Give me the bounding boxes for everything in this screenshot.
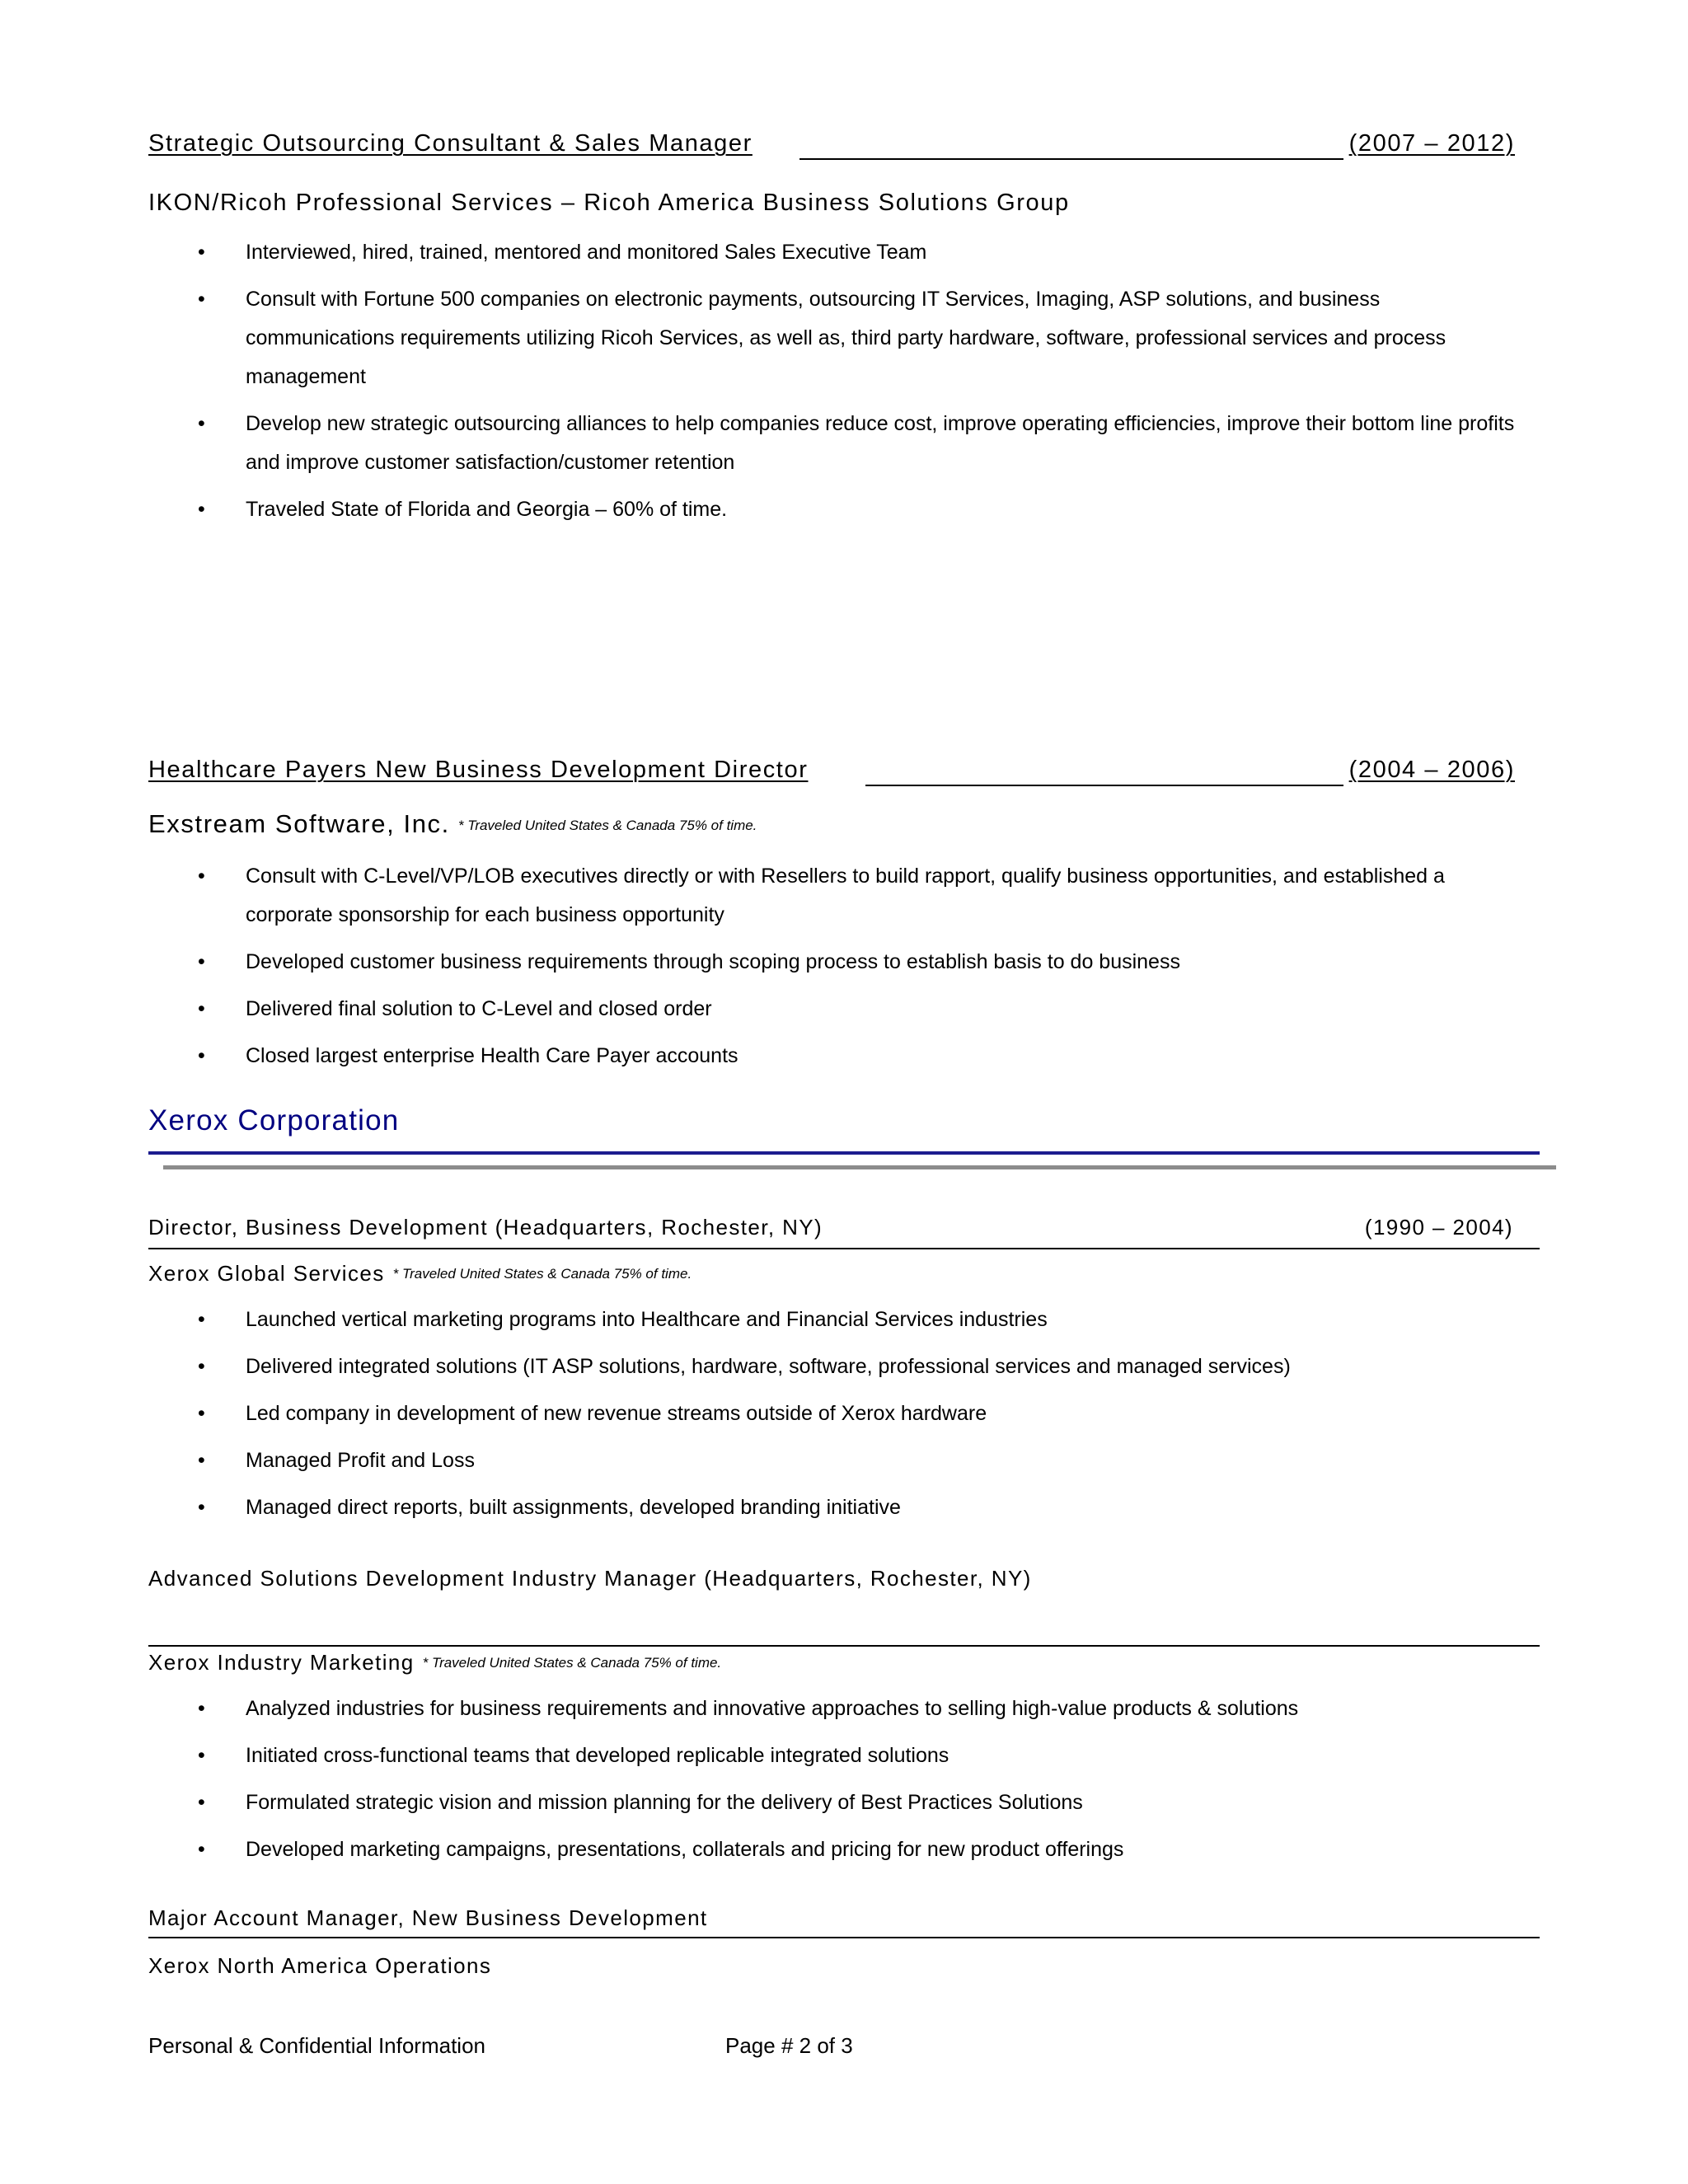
- bullet-text: Delivered final solution to C-Level and closed order: [246, 997, 712, 1020]
- bullet-icon: •: [198, 1355, 205, 1378]
- bullet-icon: •: [198, 412, 205, 435]
- section-heading-xerox: Xerox Corporation: [148, 1104, 400, 1137]
- bullet-icon: •: [198, 1744, 205, 1767]
- list-item: [148, 1301, 1533, 1339]
- role-rule: [148, 1248, 1540, 1249]
- list-item: [148, 990, 1533, 1029]
- bullet-icon: •: [198, 950, 205, 973]
- list-item: [148, 1690, 1533, 1728]
- job-dates-exstream: [804, 757, 1515, 784]
- bullet-icon: •: [198, 288, 205, 311]
- bullet-text: Develop new strategic outsourcing alliances to help companies reduce cost, improve operating efficiencies, improve their bottom line profits and improve customer satisfaction/customer retention: [246, 412, 1515, 474]
- bullet-text: Closed largest enterprise Health Care Payer accounts: [246, 1044, 738, 1067]
- bullet-text: Delivered integrated solutions (IT ASP solutions, hardware, software, professional services and managed services): [246, 1355, 1291, 1378]
- bullet-icon: •: [198, 1496, 205, 1519]
- bullet-icon: •: [198, 997, 205, 1020]
- bullet-icon: •: [198, 1044, 205, 1067]
- list-item: [148, 1394, 1533, 1433]
- list-item: [148, 280, 1533, 396]
- bullet-icon: •: [198, 1791, 205, 1814]
- role-title-advanced: Advanced Solutions Development Industry Manager (Headquarters, Rochester, NY): [148, 1566, 1032, 1591]
- bullet-text: Developed customer business requirements through scoping process to establish basis to do business: [246, 950, 1180, 973]
- list-item: [148, 1830, 1533, 1869]
- company-ricoh: IKON/Ricoh Professional Services – Ricoh America Business Solutions Group: [148, 190, 1070, 216]
- bullet-text: Interviewed, hired, trained, mentored and monitored Sales Executive Team: [246, 241, 927, 264]
- list-item: [148, 857, 1533, 935]
- role-rule: [148, 1645, 1540, 1647]
- bullet-icon: •: [198, 241, 205, 264]
- bullet-icon: •: [198, 865, 205, 888]
- role-header-major: [148, 1905, 1540, 1938]
- list-item: [148, 233, 1533, 272]
- role-header-director: [148, 1215, 1540, 1249]
- role-rule: [148, 1937, 1540, 1938]
- division-name: Xerox Global Services: [148, 1261, 385, 1286]
- bullet-text: Managed Profit and Loss: [246, 1449, 475, 1472]
- company-exstream: [148, 809, 757, 839]
- bullet-text: Consult with C-Level/VP/LOB executives directly or with Resellers to build rapport, qualify business opportunities, and established a corporate sponsorship for each business opportunity: [246, 865, 1445, 926]
- list-item: [148, 1037, 1533, 1076]
- bullet-icon: •: [198, 1838, 205, 1861]
- bullet-list-exstream: [148, 857, 1533, 1084]
- travel-note: * Traveled United States & Canada 75% of time.: [422, 1655, 722, 1671]
- travel-note: * Traveled United States & Canada 75% of time.: [457, 818, 757, 833]
- footer-confidential: Personal & Confidential Information: [148, 2033, 486, 2058]
- heading-rule-blue: [148, 1151, 1540, 1155]
- bullet-list-director: [148, 1301, 1533, 1535]
- footer-page-number: Page # 2 of 3: [725, 2033, 853, 2058]
- division-north-america: Xerox North America Operations: [148, 1953, 492, 1978]
- title-underline-fill: [865, 785, 1343, 786]
- list-item: [148, 1736, 1533, 1775]
- bullet-text: Developed marketing campaigns, presentations, collaterals and pricing for new product offerings: [246, 1838, 1124, 1861]
- company-name: Exstream Software, Inc.: [148, 809, 450, 838]
- bullet-text: Traveled State of Florida and Georgia – 60% of time.: [246, 498, 728, 521]
- travel-note: * Traveled United States & Canada 75% of time.: [392, 1266, 692, 1282]
- role-dates-director: (1990 – 2004): [1364, 1215, 1513, 1240]
- job-dates-ricoh-text: (2007 – 2012): [1348, 130, 1515, 157]
- bullet-icon: •: [198, 1402, 205, 1425]
- list-item: [148, 943, 1533, 982]
- bullet-text: Led company in development of new revenue streams outside of Xerox hardware: [246, 1402, 987, 1425]
- bullet-text: Launched vertical marketing programs into Healthcare and Financial Services industries: [246, 1308, 1048, 1331]
- list-item: [148, 405, 1533, 482]
- bullet-icon: •: [198, 1697, 205, 1720]
- list-item: [148, 490, 1533, 529]
- bullet-icon: •: [198, 498, 205, 521]
- role-title-major: Major Account Manager, New Business Development: [148, 1905, 708, 1930]
- job-title-exstream: Healthcare Payers New Business Development Director: [148, 757, 809, 783]
- list-item: [148, 1441, 1533, 1480]
- division-industry-marketing: [148, 1650, 721, 1675]
- bullet-icon: •: [198, 1449, 205, 1472]
- bullet-list-advanced: [148, 1690, 1533, 1877]
- bullet-text: Analyzed industries for business requirements and innovative approaches to selling high-value products & solutions: [246, 1697, 1299, 1720]
- list-item: [148, 1783, 1533, 1822]
- bullet-text: Formulated strategic vision and mission planning for the delivery of Best Practices Solutions: [246, 1791, 1083, 1814]
- job-title-ricoh: Strategic Outsourcing Consultant & Sales Manager: [148, 130, 753, 157]
- bullet-list-ricoh: [148, 233, 1533, 537]
- list-item: [148, 1488, 1533, 1527]
- list-item: [148, 1347, 1533, 1386]
- division-global-services: [148, 1261, 692, 1286]
- title-underline-fill: [799, 158, 1343, 160]
- job-dates-ricoh: [804, 130, 1515, 157]
- bullet-icon: •: [198, 1308, 205, 1331]
- heading-rule-gray: [163, 1165, 1556, 1169]
- division-name: Xerox Industry Marketing: [148, 1650, 415, 1675]
- role-title-director: Director, Business Development (Headquarters, Rochester, NY): [148, 1215, 823, 1240]
- bullet-text: Managed direct reports, built assignments, developed branding initiative: [246, 1496, 901, 1519]
- bullet-text: Consult with Fortune 500 companies on electronic payments, outsourcing IT Services, Imaging, ASP solutions, and business communications requirements utilizing Ricoh Services, as well as, third party hardware, software, professional services and process management: [246, 288, 1447, 388]
- bullet-text: Initiated cross-functional teams that developed replicable integrated solutions: [246, 1744, 950, 1767]
- job-dates-exstream-text: (2004 – 2006): [1348, 757, 1515, 783]
